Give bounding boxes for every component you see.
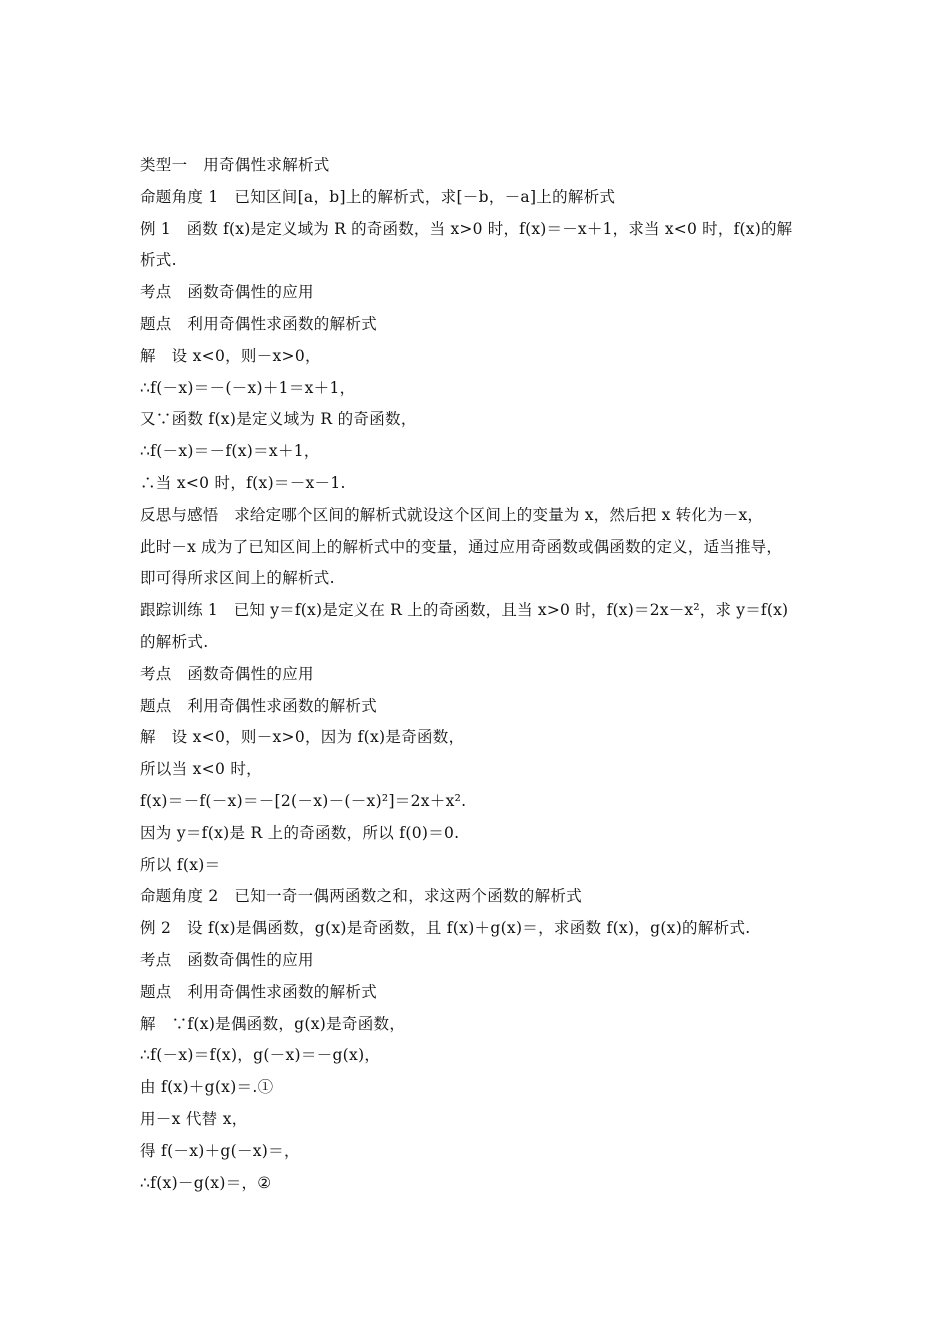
knowledge-point: 考点 函数奇偶性的应用 <box>140 950 314 969</box>
problem-point: 题点 利用奇偶性求函数的解析式 <box>140 314 378 333</box>
solution-line: ∴当 x<0 时，f(x)＝－x－1. <box>140 473 346 492</box>
solution-line: 又∵函数 f(x)是定义域为 R 的奇函数， <box>140 410 417 429</box>
solution-line: 所以当 x<0 时， <box>140 760 262 779</box>
solution-line: ∴f(－x)＝－f(x)＝x＋1， <box>140 442 320 461</box>
problem-point: 题点 利用奇偶性求函数的解析式 <box>140 982 378 1001</box>
practice-statement-cont: 的解析式. <box>140 632 209 651</box>
practice-statement: 跟踪训练 1 已知 y＝f(x)是定义在 R 上的奇函数，且当 x>0 时，f(x)＝2x－x²，求 y＝f(x) <box>140 601 789 620</box>
solution-line: ∴f(－x)＝－(－x)＋1＝x＋1， <box>140 378 356 397</box>
solution-line: ∴f(x)－g(x)＝，② <box>140 1173 272 1192</box>
solution-line: 解 设 x<0，则－x>0， <box>140 346 321 365</box>
reflection-cont: 此时－x 成为了已知区间上的解析式中的变量，通过应用奇函数或偶函数的定义，适当推导， <box>140 537 783 556</box>
subsection-heading: 命题角度 1 已知区间[a，b]上的解析式，求[－b，－a]上的解析式 <box>140 187 616 206</box>
solution-line: ∴f(－x)＝f(x)，g(－x)＝－g(x)， <box>140 1046 381 1065</box>
problem-point: 题点 利用奇偶性求函数的解析式 <box>140 696 378 715</box>
knowledge-point: 考点 函数奇偶性的应用 <box>140 283 314 302</box>
solution-line: 解 设 x<0，则－x>0，因为 f(x)是奇函数， <box>140 728 465 747</box>
solution-line: 因为 y＝f(x)是 R 上的奇函数，所以 f(0)＝0. <box>140 823 460 842</box>
solution-line: 解 ∵f(x)是偶函数，g(x)是奇函数， <box>140 1014 406 1033</box>
solution-line: 由 f(x)＋g(x)＝.① <box>140 1078 274 1097</box>
example-statement-cont: 析式. <box>140 251 177 270</box>
section-heading: 类型一 用奇偶性求解析式 <box>140 156 330 174</box>
reflection: 反思与感悟 求给定哪个区间的解析式就设这个区间上的变量为 x，然后把 x 转化为－x， <box>140 505 764 524</box>
example-statement: 例 2 设 f(x)是偶函数，g(x)是奇函数，且 f(x)＋g(x)＝，求函数 f(x)，g(x)的解析式. <box>140 919 751 938</box>
solution-line: 所以 f(x)＝ <box>140 855 221 874</box>
document-body <box>140 150 820 1199</box>
example-statement: 例 1 函数 f(x)是定义域为 R 的奇函数，当 x>0 时，f(x)＝－x＋1，求当 x<0 时，f(x)的解 <box>140 219 793 238</box>
solution-line: 用－x 代替 x， <box>140 1109 248 1128</box>
reflection-cont: 即可得所求区间上的解析式. <box>140 569 335 588</box>
solution-line: f(x)＝－f(－x)＝－[2(－x)－(－x)²]＝2x＋x². <box>140 791 467 810</box>
knowledge-point: 考点 函数奇偶性的应用 <box>140 664 314 683</box>
subsection-heading: 命题角度 2 已知一奇一偶两函数之和，求这两个函数的解析式 <box>140 887 582 906</box>
solution-line: 得 f(－x)＋g(－x)＝， <box>140 1141 300 1160</box>
